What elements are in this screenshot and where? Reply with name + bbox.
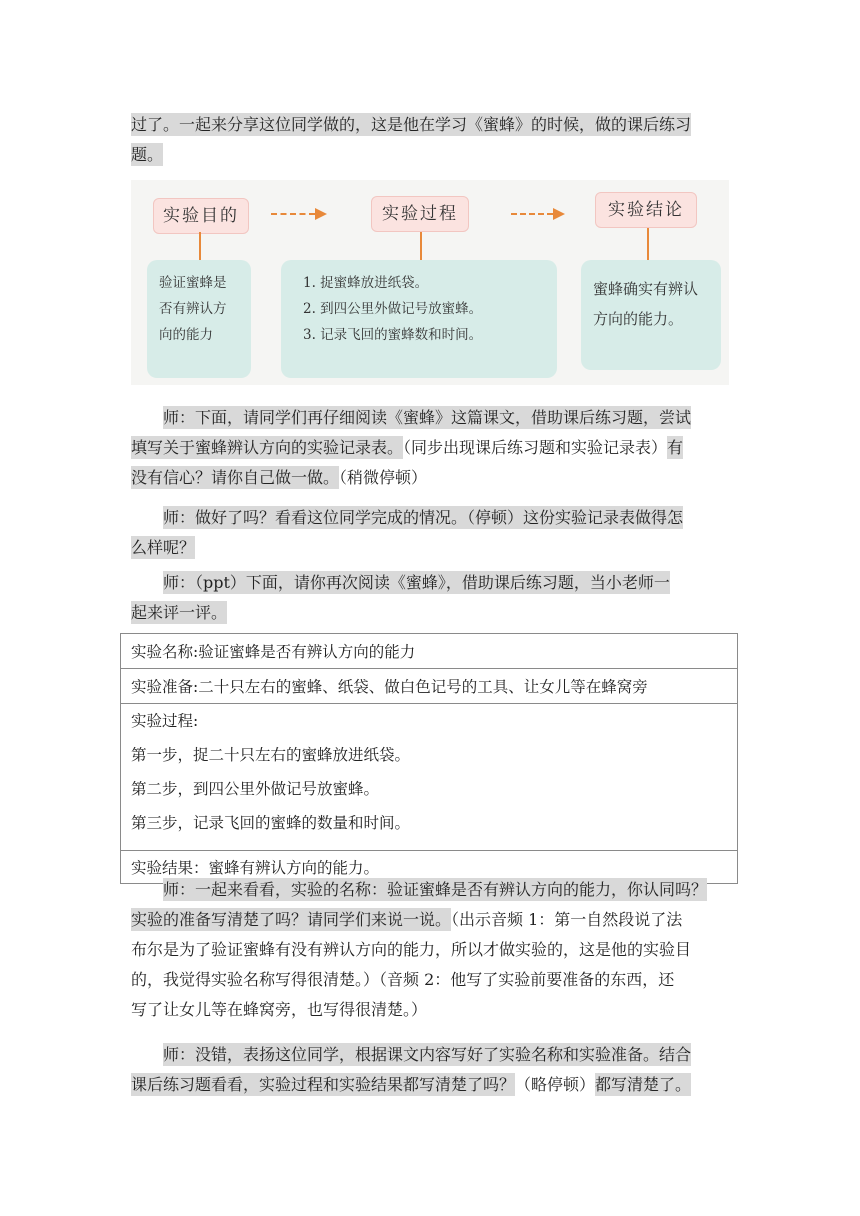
teacher-paragraph-4 xyxy=(131,875,729,1025)
para5-line-2a: 课后练习题看看，实验过程和实验结果都写清楚了吗？ xyxy=(131,1075,516,1094)
purpose-line: 验证蜜蜂是 xyxy=(159,275,227,291)
para4-line-2b: （出示音频 1：第一自然段说了法 xyxy=(451,910,683,929)
process-title: 实验过程 xyxy=(371,196,469,232)
teacher-paragraph-3 xyxy=(131,568,729,628)
connector-line xyxy=(420,232,422,260)
experiment-record-table xyxy=(120,633,738,884)
arrow-icon xyxy=(271,207,327,221)
arrow-icon xyxy=(511,207,565,221)
para4-line-4: 的，我觉得实验名称写得很清楚。）（音频 2：他写了实验前要准备的东西，还 xyxy=(131,970,675,989)
para1-line-1: 师：下面，请同学们再仔细阅读《蜜蜂》这篇课文，借助课后练习题，尝试 xyxy=(163,408,692,427)
purpose-line: 否有辨认方 xyxy=(159,301,227,317)
para1-line-2a: 填写关于蜜蜂辨认方向的实验记录表。 xyxy=(131,438,404,457)
experiment-prep-cell: 实验准备:二十只左右的蜜蜂、纸袋、做白色记号的工具、让女儿等在蜂窝旁 xyxy=(121,669,738,704)
experiment-flow-diagram xyxy=(131,180,729,385)
purpose-line: 向的能力 xyxy=(159,327,213,343)
experiment-name-cell: 实验名称:验证蜜蜂是否有辨认方向的能力 xyxy=(121,634,738,669)
purpose-title: 实验目的 xyxy=(153,198,249,234)
process-line: 2. 到四公里外做记号放蜜蜂。 xyxy=(303,301,483,317)
conclusion-line: 蜜蜂确实有辨认 xyxy=(593,280,699,298)
connector-line xyxy=(647,228,649,260)
para4-line-2a: 实验的准备写清楚了吗？请同学们来说一说。 xyxy=(131,910,452,929)
process-line: 3. 记录飞回的蜜蜂数和时间。 xyxy=(303,327,483,343)
table-row xyxy=(121,634,738,669)
para2-line-1: 师：做好了吗？看看这位同学完成的情况。（停顿）这份实验记录表做得怎 xyxy=(163,508,684,527)
teacher-paragraph-2 xyxy=(131,503,729,563)
purpose-box xyxy=(147,260,251,378)
conclusion-title: 实验结论 xyxy=(595,192,697,228)
para3-line-1: 师：（ppt）下面，请你再次阅读《蜜蜂》，借助课后练习题，当小老师一 xyxy=(163,573,670,592)
para2-line-2: 么样呢？ xyxy=(131,538,196,557)
intro-paragraph xyxy=(131,110,729,170)
para1-line-2b: （同步出现课后练习题和实验记录表） xyxy=(403,438,668,457)
intro-line-2: 题。 xyxy=(131,145,164,164)
process-step-1: 第一步，捉二十只左右的蜜蜂放进纸袋。 xyxy=(131,746,411,764)
para4-line-3: 布尔是为了验证蜜蜂有没有辨认方向的能力，所以才做实验的，这是他的实验目 xyxy=(131,940,692,959)
process-box xyxy=(281,260,557,378)
table-row xyxy=(121,669,738,704)
para5-line-1: 师：没错，表扬这位同学，根据课文内容写好了实验名称和实验准备。结合 xyxy=(163,1045,692,1064)
teacher-paragraph-5 xyxy=(131,1040,729,1100)
experiment-result-cell: 实验结果：蜜蜂有辨认方向的能力。 xyxy=(121,851,738,884)
para1-line-3a: 没有信心？请你自己做一做。 xyxy=(131,468,340,487)
process-label: 实验过程: xyxy=(131,712,199,730)
intro-line-1: 过了。一起来分享这位同学做的，这是他在学习《蜜蜂》的时候，做的课后练习 xyxy=(131,115,692,134)
table-row xyxy=(121,704,738,851)
para5-line-2c: 都写清楚了。 xyxy=(595,1075,692,1094)
experiment-process-cell xyxy=(121,704,738,851)
process-step-3: 第三步，记录飞回的蜜蜂的数量和时间。 xyxy=(131,814,411,832)
para1-line-2c: 有 xyxy=(667,438,684,457)
connector-line xyxy=(199,232,201,260)
process-line: 1. 捉蜜蜂放进纸袋。 xyxy=(303,275,429,291)
para4-line-1: 师：一起来看看，实验的名称：验证蜜蜂是否有辨认方向的能力，你认同吗？ xyxy=(163,880,708,899)
para1-line-3b: （稍微停顿） xyxy=(339,468,428,487)
conclusion-line: 方向的能力。 xyxy=(593,310,684,328)
para5-line-2b: （略停顿） xyxy=(515,1075,596,1094)
teacher-paragraph-1 xyxy=(131,403,729,493)
conclusion-box xyxy=(581,260,721,370)
para3-line-2: 起来评一评。 xyxy=(131,603,228,622)
process-step-2: 第二步，到四公里外做记号放蜜蜂。 xyxy=(131,780,380,798)
para4-line-5: 写了让女儿等在蜂窝旁，也写得很清楚。） xyxy=(131,1000,428,1019)
